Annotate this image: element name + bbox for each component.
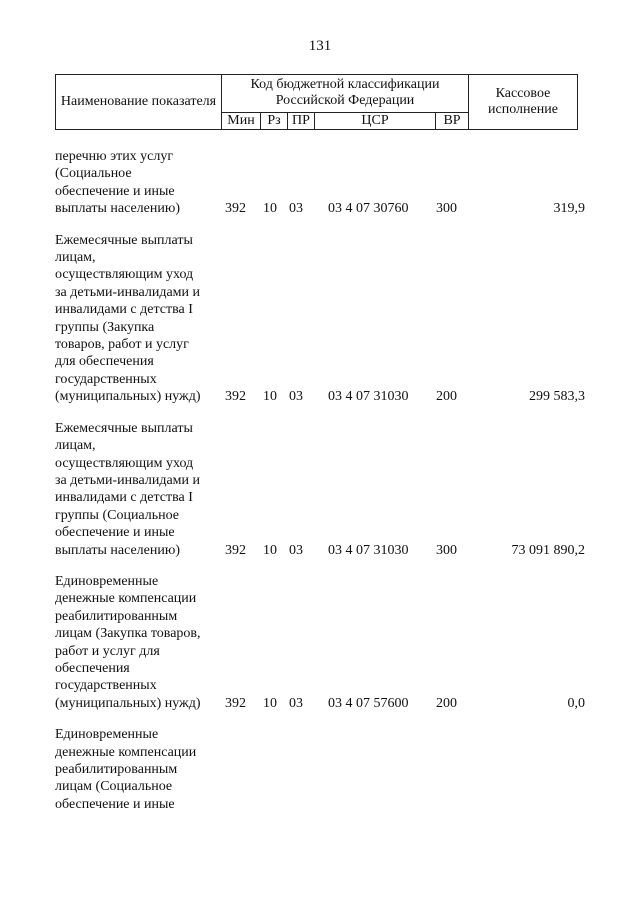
header-code-col: Код бюджетной классификации Российской Федерации (222, 75, 469, 113)
row-pr: 03 (289, 389, 303, 405)
row-name: Ежемесячные выплаты лицам, осуществляющим уход за детьми-инвалидами и инвалидами с детства I группы (Социальное обеспечение и иные выплаты населению) (55, 420, 201, 558)
row-csr: 03 4 07 30760 (328, 201, 409, 217)
page-number: 131 (308, 38, 332, 54)
header-pr: ПР (288, 112, 315, 129)
row-rz: 10 (263, 542, 277, 558)
table-row (55, 232, 585, 406)
row-name: Единовременные денежные компенсации реабилитированным лицам (Социальное обеспечение и иные (55, 727, 197, 812)
row-vr: 300 (436, 201, 457, 217)
header-name-col: Наименование показателя (56, 75, 222, 130)
header-csr: ЦСР (315, 112, 436, 129)
row-name: перечню этих услуг (Социальное обеспечение и иные выплаты населению) (55, 149, 180, 217)
row-min: 392 (225, 542, 246, 558)
row-min: 392 (225, 389, 246, 405)
row-exec: 0,0 (567, 695, 585, 711)
row-rz: 10 (263, 389, 277, 405)
row-exec: 319,9 (553, 201, 585, 217)
table-row (55, 573, 585, 712)
row-codes (225, 695, 585, 712)
row-csr: 03 4 07 57600 (328, 695, 409, 711)
row-codes (225, 200, 585, 217)
row-pr: 03 (289, 201, 303, 217)
row-vr: 300 (436, 542, 457, 558)
row-vr: 200 (436, 389, 457, 405)
row-rz: 10 (263, 695, 277, 711)
row-codes (225, 388, 585, 405)
row-csr: 03 4 07 31030 (328, 542, 409, 558)
row-min: 392 (225, 695, 246, 711)
header-rz: Рз (261, 112, 288, 129)
table-row (55, 420, 585, 559)
row-min: 392 (225, 201, 246, 217)
table-body (55, 148, 585, 827)
row-name: Ежемесячные выплаты лицам, осуществляющим уход за детьми-инвалидами и инвалидами с детства I группы (Закупка товаров, работ и услуг для обеспечения государственных (муниципальных) нужд) (55, 232, 201, 405)
header-min: Мин (222, 112, 261, 129)
row-name: Единовременные денежные компенсации реабилитированным лицам (Закупка товаров, работ и услуг для обеспечения государственных (муниципальных) нужд) (55, 573, 201, 711)
row-rz: 10 (263, 201, 277, 217)
row-vr: 200 (436, 695, 457, 711)
table-header (55, 74, 578, 130)
row-exec: 299 583,3 (529, 389, 585, 405)
row-pr: 03 (289, 542, 303, 558)
table-row (55, 726, 585, 813)
header-vr: ВР (436, 112, 469, 129)
header-exec-col: Кассовое исполнение (469, 75, 578, 130)
table-row (55, 148, 585, 218)
row-csr: 03 4 07 31030 (328, 389, 409, 405)
row-pr: 03 (289, 695, 303, 711)
row-exec: 73 091 890,2 (511, 542, 585, 558)
row-codes (225, 542, 585, 559)
